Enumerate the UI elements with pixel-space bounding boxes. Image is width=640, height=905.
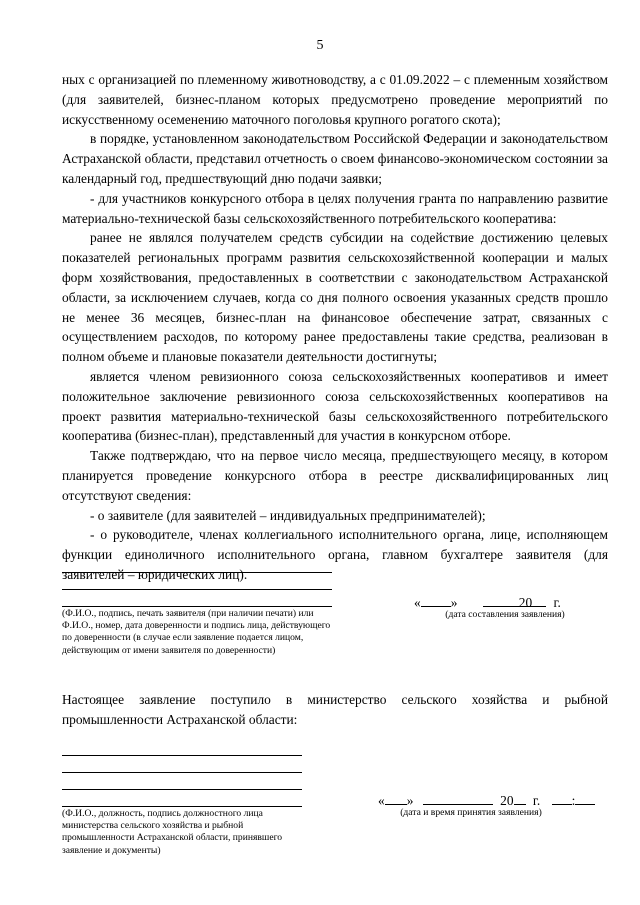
receipt-date-open-quote: « (378, 793, 385, 808)
official-signature-caption: (Ф.И.О., должность, подпись должностного лица министерства сельского хозяйства и рыбной промышленности Астраханской области, принявшего заявление и документы) (62, 808, 283, 856)
paragraph-legal-entity: - о руководителе, членах коллегиального исполнительного органа, лице, исполняющем функции единоличного исполнительного органа, главном бухгалтере заявителя (для заявителей – юридических лиц). (62, 527, 608, 582)
official-signature-line-1[interactable] (62, 755, 302, 756)
receipt-date-caption: (дата и время принятия заявления) (400, 807, 542, 818)
receipt-minute-blank[interactable] (575, 791, 595, 805)
receipt-date-close-quote: » (406, 793, 414, 808)
paragraph-financial-reporting: в порядке, установленном законодательством Российской Федерации и законодательством Астраханской области, представил отчетность о своем финансово-экономическом состоянии за календарный год, предшествующий дню подачи заявки; (62, 131, 608, 186)
official-signature-line-2[interactable] (62, 772, 302, 773)
paragraph-continuation: ных с организацией по племенному животноводству, а с 01.09.2022 – с племенным хозяйством (для заявителей, бизнес-планом которых предусмотрено проведение мероприятий по искусственному осеменению маточного поголовья крупного рогатого скота); (62, 72, 608, 127)
application-year-suffix: г. (553, 595, 561, 610)
paragraph-cooperative-participants: - для участников конкурсного отбора в целях получения гранта по направлению развитие материально-технической базы сельскохозяйственного потребительского кооператива: (62, 190, 608, 226)
receipt-notice: Настоящее заявление поступило в министерство сельского хозяйства и рыбной промышленности Астраханской области: (62, 692, 608, 727)
official-signature-line-3[interactable] (62, 789, 302, 790)
receipt-day-blank[interactable] (385, 791, 407, 805)
date-open-quote: « (414, 595, 421, 610)
receipt-year-suffix: г. (532, 793, 541, 808)
receipt-year-blank[interactable] (514, 791, 526, 805)
official-signature-line-4[interactable] (62, 806, 302, 807)
paragraph-confirmation: Также подтверждаю, что на первое число месяца, предшествующего месяцу, в котором планируется проведение конкурсного отбора в реестре дисквалифицированных лиц отсутствуют сведения: (62, 448, 608, 503)
paragraph-previous-subsidy: ранее не являлся получателем средств субсидии на содействие достижению целевых показателей региональных программ развития сельскохозяйственной кооперации и малых форм хозяйствования, предоставленных в соответствии с законодательством Астраханской области, за исключением случаев, когда со дня полного освоения указанных средств прошло не менее 36 месяцев, бизнес-план на финансовое обеспечение затрат, связанных с осуществлением расходов, по которому ранее предоставлены такие средства, реализован в полном объеме и плановые показатели деятельности достигнуты; (62, 230, 608, 365)
application-year-blank[interactable] (532, 593, 546, 607)
receipt-month-blank[interactable] (423, 791, 493, 805)
application-date-caption: (дата составления заявления) (445, 609, 565, 620)
applicant-signature-caption: (Ф.И.О., подпись, печать заявителя (при наличии печати) или Ф.И.О., номер, дата доверенности и подпись лица, действующего по доверенности (в случае если заявление подается лицом, действующим от имени заявителя по доверенности) (62, 608, 331, 656)
date-close-quote: » (450, 595, 458, 610)
body-text (62, 70, 608, 585)
page-number: 5 (316, 38, 324, 53)
application-year-prefix: 20 (518, 595, 533, 610)
application-day-blank[interactable] (421, 593, 451, 607)
paragraph-individual-entrepreneur: - о заявителе (для заявителей – индивидуальных предпринимателей); (90, 507, 486, 523)
applicant-signature-line-1[interactable] (62, 572, 332, 573)
receipt-year-prefix: 20 (500, 793, 514, 808)
applicant-signature-line-3[interactable] (62, 606, 332, 607)
paragraph-audit-union: является членом ревизионного союза сельскохозяйственных кооперативов и имеет положительное заключение ревизионного союза сельскохозяйственных кооперативов на проект развития материально-технической базы сельскохозяйственного потребительского кооператива (бизнес-план), представленный для участия в конкурсном отборе. (62, 368, 608, 444)
receipt-hour-blank[interactable] (552, 791, 572, 805)
applicant-signature-line-2[interactable] (62, 589, 332, 590)
receipt-time-separator: : (571, 793, 576, 808)
